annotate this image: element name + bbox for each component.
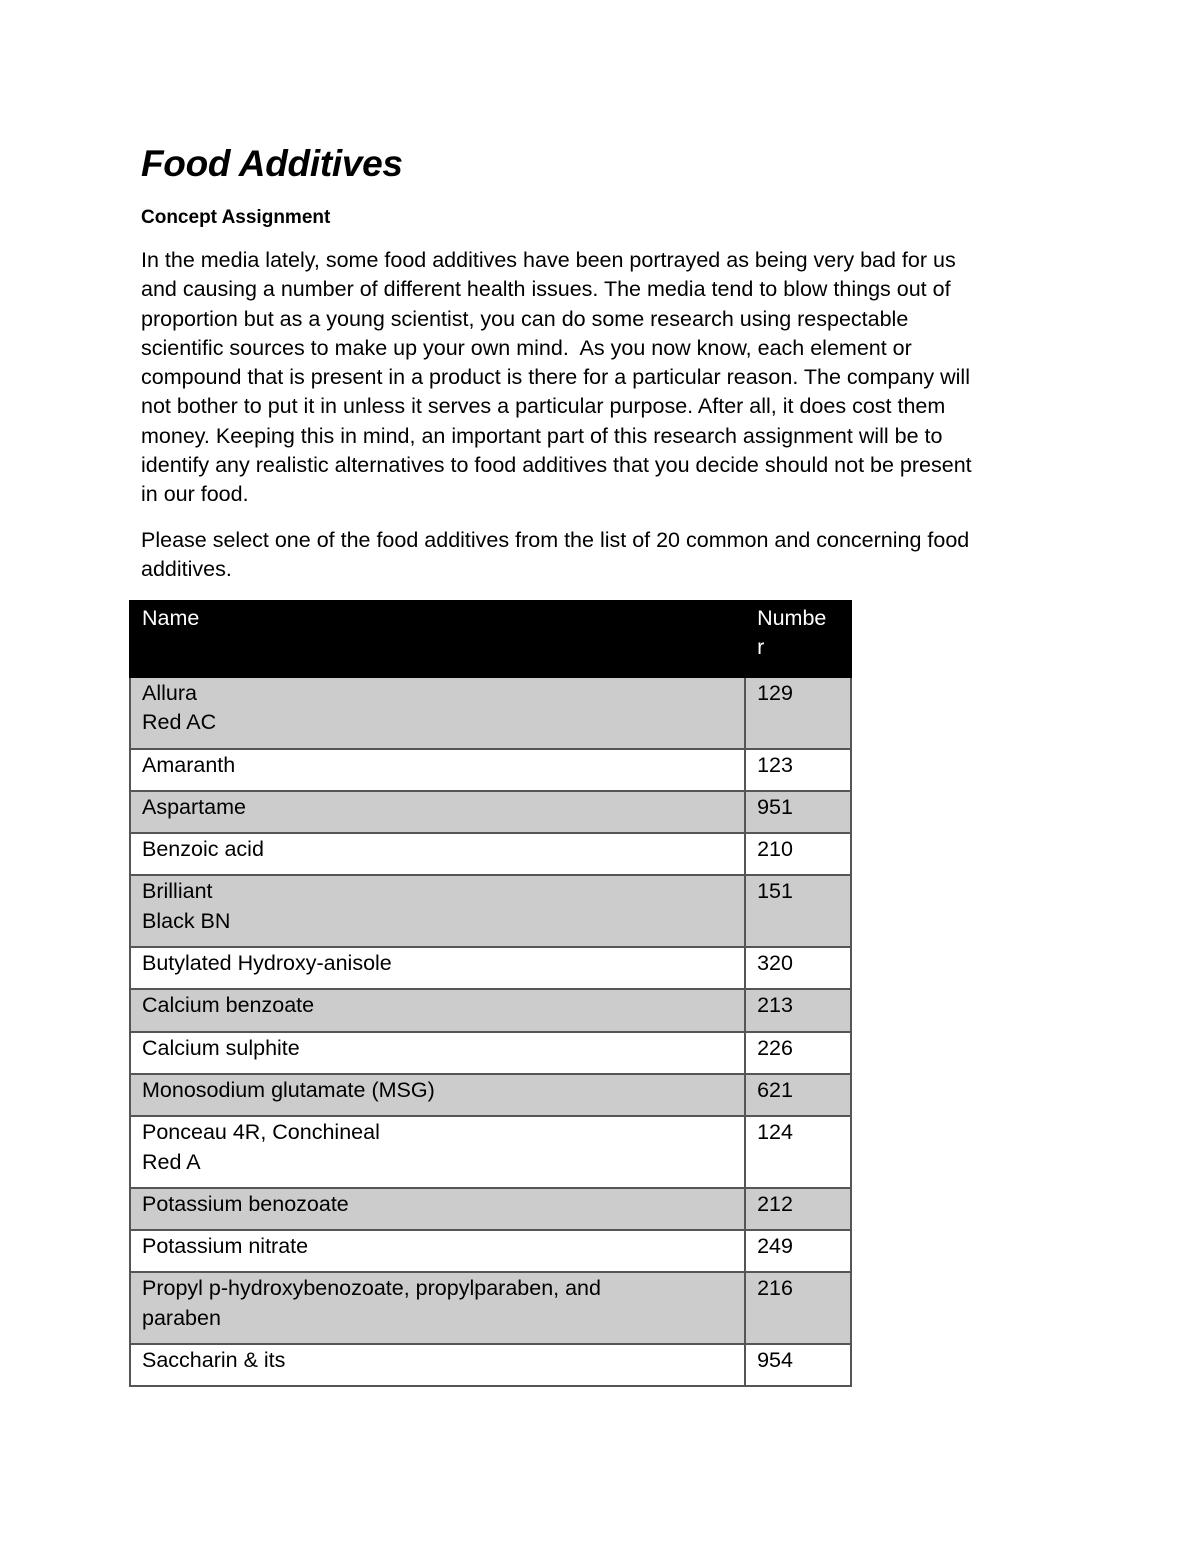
intro-line: proportion but as a young scientist, you can do some research using respectable: [141, 306, 909, 331]
table-row: [130, 1344, 851, 1386]
header-name: Name: [130, 601, 745, 677]
additive-name-cell: [130, 677, 745, 749]
instruction-paragraph: [141, 526, 1061, 585]
additive-name: Calcium benzoate: [130, 989, 745, 1031]
table-row: [130, 1230, 851, 1272]
additive-name: Potassium benozoate: [130, 1188, 745, 1230]
intro-line: compound that is present in a product is there for a particular reason. The company will: [141, 365, 970, 390]
page-title: Food Additives: [141, 143, 403, 184]
additive-name: Brilliant: [142, 879, 213, 904]
additive-number: 212: [745, 1188, 851, 1230]
additive-number: 951: [745, 791, 851, 833]
additive-name: Aspartame: [130, 791, 745, 833]
additive-name-cont: Black BN: [142, 908, 231, 933]
table-row: [130, 749, 851, 791]
additive-number: 320: [745, 947, 851, 989]
additive-name-cell: [130, 875, 745, 947]
additive-name: Propyl p-hydroxybenozoate, propylparaben, and: [142, 1276, 601, 1301]
additive-name-cell: [130, 1272, 745, 1344]
header-number-line2: r: [757, 635, 765, 660]
additive-name-cont: Red A: [142, 1149, 201, 1174]
additive-name: Benzoic acid: [130, 833, 745, 875]
additive-number: 124: [745, 1116, 851, 1188]
intro-line: in our food.: [141, 482, 249, 507]
additive-name: Saccharin & its: [130, 1344, 745, 1386]
table-row: [130, 1272, 851, 1344]
intro-line: identify any realistic alternatives to food additives that you decide should not be present: [141, 453, 972, 478]
additive-number: 249: [745, 1230, 851, 1272]
additive-number: 226: [745, 1032, 851, 1074]
additive-number: 954: [745, 1344, 851, 1386]
additive-name: Ponceau 4R, Conchineal: [142, 1120, 380, 1145]
additive-number: 210: [745, 833, 851, 875]
additive-number: 621: [745, 1074, 851, 1116]
table-header-row: [130, 601, 851, 677]
header-number: [745, 601, 851, 677]
document-body: [141, 140, 1061, 584]
intro-line: not bother to put it in unless it serves a particular purpose. After all, it does cost them: [141, 394, 946, 419]
additive-name-cont: Red AC: [142, 710, 217, 735]
intro-paragraph: [141, 246, 1061, 510]
additive-name: Allura: [142, 681, 197, 705]
table-row: [130, 1032, 851, 1074]
table-row: [130, 947, 851, 989]
table-row: [130, 875, 851, 947]
additive-number: 123: [745, 749, 851, 791]
table-row: [130, 791, 851, 833]
additive-name-cell: [130, 1116, 745, 1188]
intro-line: In the media lately, some food additives have been portrayed as being very bad for us: [141, 248, 956, 272]
table-row: [130, 989, 851, 1031]
table-row: [130, 1074, 851, 1116]
additive-number: 213: [745, 989, 851, 1031]
table-row: [130, 833, 851, 875]
intro-line: scientific sources to make up your own mind. As you now know, each element or: [141, 335, 912, 360]
additive-number: 216: [745, 1272, 851, 1344]
table-row: [130, 1188, 851, 1230]
intro-line: money. Keeping this in mind, an important part of this research assignment will be to: [141, 423, 943, 448]
additive-name: Butylated Hydroxy-anisole: [130, 947, 745, 989]
table-row: [130, 1116, 851, 1188]
additive-name: Amaranth: [130, 749, 745, 791]
additive-number: 151: [745, 875, 851, 947]
additives-table: [129, 600, 852, 1387]
intro-line: and causing a number of different health issues. The media tend to blow things out of: [141, 277, 951, 302]
instruction-line: additives.: [141, 556, 232, 581]
additive-name: Potassium nitrate: [130, 1230, 745, 1272]
assignment-subtitle: Concept Assignment: [141, 207, 331, 228]
additive-name: Calcium sulphite: [130, 1032, 745, 1074]
header-number-line1: Numbe: [757, 606, 827, 630]
additive-name-cont: paraben: [142, 1305, 221, 1330]
table-row: [130, 677, 851, 749]
additive-name: Monosodium glutamate (MSG): [130, 1074, 745, 1116]
instruction-line: Please select one of the food additives from the list of 20 common and concerning food: [141, 527, 970, 552]
additive-number: 129: [745, 677, 851, 749]
